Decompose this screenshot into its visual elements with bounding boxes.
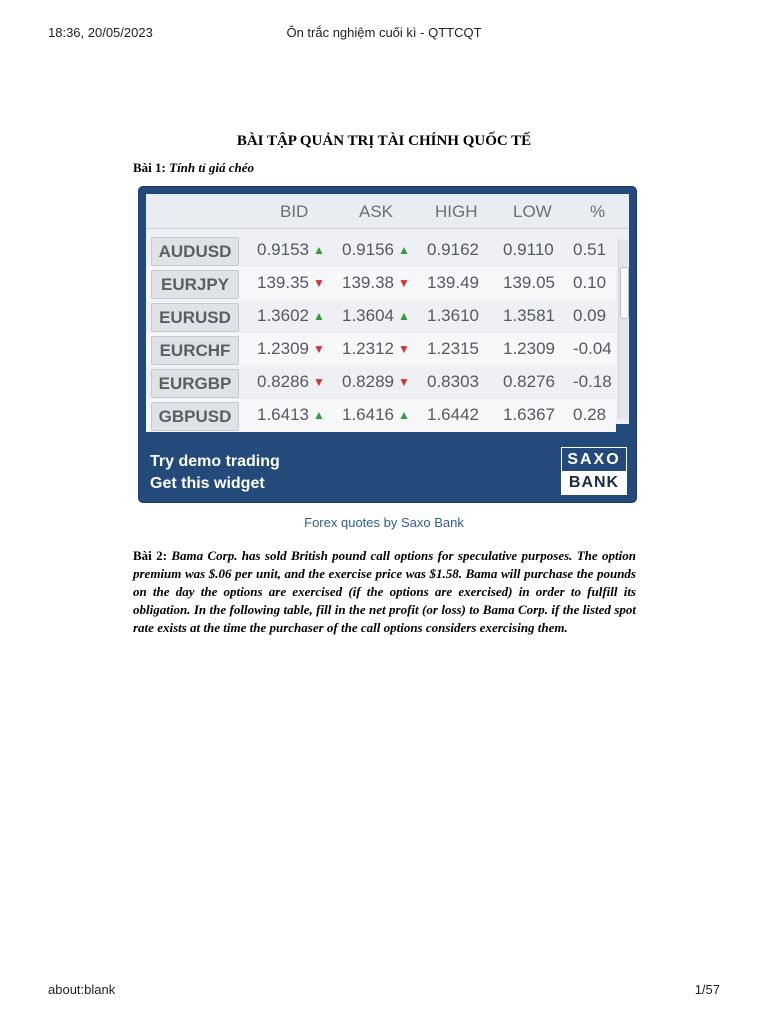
- column-header-low: LOW: [513, 202, 552, 221]
- quote-high-cell: [427, 405, 479, 425]
- arrow-down-icon: ▼: [313, 276, 325, 290]
- quote-bid-value: 1.6413: [257, 405, 309, 424]
- exercise-2-text: Bama Corp. has sold British pound call options for speculative purposes. The option premium was $.06 per unit, and the exercise price was $1.58. Bama will purchase the pounds on the day the options are exercised (if the options are exercised) in order to fulfill its obligation. In the following table, fill in the net profit (or loss) to Bama Corp. if the listed spot rate exists at the time the purchaser of the call options considers exercising them.: [133, 548, 636, 635]
- quote-scrollbar[interactable]: [618, 239, 628, 419]
- currency-pair-button[interactable]: AUDUSD: [151, 237, 239, 266]
- currency-pair-button[interactable]: EURUSD: [151, 303, 239, 332]
- quote-high-cell: [427, 273, 479, 293]
- column-header-ask: ASK: [359, 202, 394, 221]
- quote-low-cell: [503, 306, 555, 326]
- footer-page-number: 1/57: [694, 982, 720, 997]
- quote-high-value: 0.9162: [427, 240, 479, 259]
- quote-bid-value: 1.3602: [257, 306, 309, 325]
- quote-row: [146, 300, 616, 333]
- column-header-high: HIGH: [435, 202, 478, 221]
- footer-url: about:blank: [48, 982, 116, 997]
- saxo-bank-logo[interactable]: [561, 447, 627, 495]
- quote-low-value: 0.9110: [503, 240, 554, 259]
- quote-bid-cell: [257, 339, 325, 359]
- arrow-down-icon: ▼: [313, 342, 325, 356]
- quote-bid-cell: [257, 273, 325, 293]
- quote-high-value: 1.2315: [427, 339, 479, 358]
- scroll-thumb[interactable]: [620, 267, 629, 319]
- quote-low-cell: [503, 339, 555, 359]
- quote-low-value: 1.6367: [503, 405, 555, 424]
- quote-low-value: 1.2309: [503, 339, 555, 358]
- quote-high-value: 0.8303: [427, 372, 479, 391]
- quote-pct-cell: [573, 240, 606, 260]
- quote-high-value: 139.49: [427, 273, 479, 292]
- currency-pair-button[interactable]: EURCHF: [151, 336, 239, 365]
- quote-pct-cell: [573, 339, 612, 359]
- quote-ask-value: 1.2312: [342, 339, 394, 358]
- saxo-logo-bottom: BANK: [562, 471, 626, 494]
- column-header-percent: %: [590, 202, 606, 221]
- quote-rows: [146, 234, 616, 432]
- quote-high-cell: [427, 339, 479, 359]
- quote-row: [146, 267, 616, 300]
- arrow-down-icon: ▼: [398, 342, 410, 356]
- quote-low-cell: [503, 273, 555, 293]
- arrow-up-icon: ▲: [398, 408, 410, 422]
- quote-row: [146, 366, 616, 399]
- column-header-bid: BID: [280, 202, 309, 221]
- arrow-up-icon: ▲: [313, 243, 325, 257]
- quote-row: [146, 399, 616, 432]
- arrow-up-icon: ▲: [398, 309, 410, 323]
- quote-ask-value: 0.8289: [342, 372, 394, 391]
- quote-pct-value: 0.51: [573, 240, 607, 259]
- quote-pct-cell: [573, 372, 612, 392]
- quote-bid-value: 1.2309: [257, 339, 309, 358]
- quote-ask-value: 139.38: [342, 273, 394, 292]
- exercise-2: [133, 547, 636, 637]
- arrow-down-icon: ▼: [398, 276, 410, 290]
- exercise-1: [133, 160, 254, 176]
- quote-high-cell: [427, 372, 479, 392]
- quote-pct-cell: [573, 405, 606, 425]
- currency-pair-button[interactable]: EURGBP: [151, 369, 239, 398]
- quote-bid-value: 139.35: [257, 273, 309, 292]
- quote-high-value: 1.3610: [427, 306, 479, 325]
- forex-widget: [139, 187, 636, 502]
- widget-caption-link[interactable]: Forex quotes by Saxo Bank: [304, 515, 464, 530]
- arrow-up-icon: ▲: [313, 408, 325, 422]
- exercise-1-label: Bài 1:: [133, 160, 166, 175]
- quote-low-cell: [503, 372, 555, 392]
- quote-pct-value: -0.18: [573, 372, 612, 391]
- quote-low-value: 139.05: [503, 273, 555, 292]
- quote-pct-value: 0.09: [573, 306, 607, 325]
- print-doc-title: Ôn trắc nghiệm cuối kì - QTTCQT: [286, 25, 482, 40]
- quote-row: [146, 333, 616, 366]
- quote-bid-cell: [257, 405, 325, 425]
- quote-low-cell: [503, 405, 555, 425]
- quote-panel: [146, 194, 629, 424]
- quote-row: [146, 234, 616, 267]
- quote-pct-value: -0.04: [573, 339, 612, 358]
- currency-pair-button[interactable]: GBPUSD: [151, 402, 239, 431]
- exercise-2-label: Bài 2:: [133, 548, 167, 563]
- quote-ask-value: 1.3604: [342, 306, 394, 325]
- quote-ask-value: 0.9156: [342, 240, 394, 259]
- quote-low-value: 0.8276: [503, 372, 555, 391]
- quote-high-cell: [427, 306, 479, 326]
- quote-bid-cell: [257, 240, 325, 260]
- quote-ask-cell: [342, 273, 410, 293]
- try-demo-link[interactable]: Try demo trading: [150, 453, 280, 470]
- quote-ask-cell: [342, 240, 410, 260]
- quote-pct-value: 0.10: [573, 273, 607, 292]
- arrow-up-icon: ▲: [313, 309, 325, 323]
- quote-ask-value: 1.6416: [342, 405, 394, 424]
- quote-bid-value: 0.9153: [257, 240, 309, 259]
- quote-ask-cell: [342, 306, 410, 326]
- exercise-1-text: Tính tỉ giá chéo: [169, 160, 254, 175]
- arrow-down-icon: ▼: [313, 375, 325, 389]
- quote-pct-value: 0.28: [573, 405, 607, 424]
- quote-pct-cell: [573, 273, 606, 293]
- get-widget-link[interactable]: Get this widget: [150, 475, 265, 492]
- column-header-row: [146, 194, 629, 229]
- quote-bid-value: 0.8286: [257, 372, 309, 391]
- print-datetime: 18:36, 20/05/2023: [48, 25, 153, 40]
- quote-low-cell: [503, 240, 554, 260]
- quote-ask-cell: [342, 405, 410, 425]
- quote-pct-cell: [573, 306, 606, 326]
- quote-low-value: 1.3581: [503, 306, 555, 325]
- quote-high-cell: [427, 240, 479, 260]
- arrow-down-icon: ▼: [398, 375, 410, 389]
- quote-ask-cell: [342, 372, 410, 392]
- currency-pair-button[interactable]: EURJPY: [151, 270, 239, 299]
- quote-high-value: 1.6442: [427, 405, 479, 424]
- document-title: BÀI TẬP QUẢN TRỊ TÀI CHÍNH QUỐC TẾ: [236, 133, 532, 149]
- arrow-up-icon: ▲: [398, 243, 410, 257]
- saxo-logo-top: SAXO: [567, 451, 621, 468]
- quote-bid-cell: [257, 306, 325, 326]
- quote-ask-cell: [342, 339, 410, 359]
- quote-bid-cell: [257, 372, 325, 392]
